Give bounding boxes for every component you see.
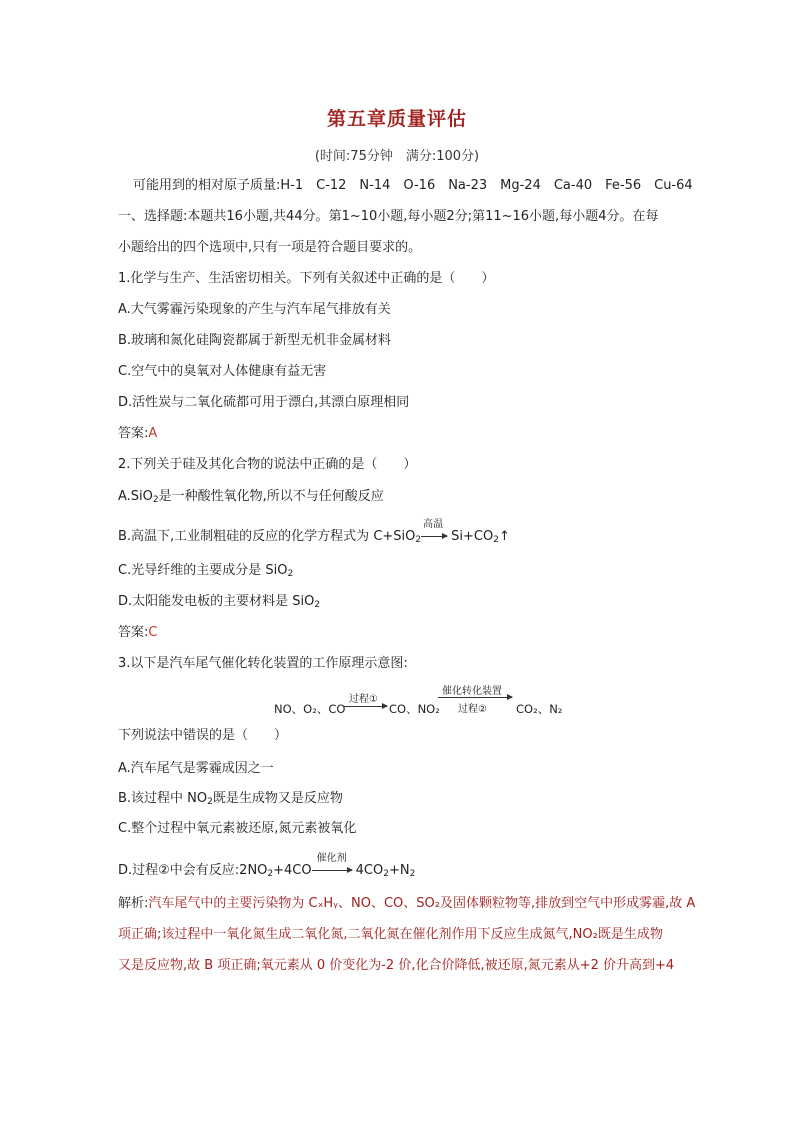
answer-value: C — [148, 625, 158, 640]
page-title: 第五章质量评估 — [326, 108, 467, 130]
reaction-arrow — [312, 870, 352, 871]
diagram-products: CO₂、N₂ — [516, 702, 563, 716]
diagram-step2-bottom: 过程② — [458, 704, 487, 715]
q2-condition: 高温 — [423, 519, 444, 530]
q3-analysis-line-3: 又是反应物,故 B 项正确;氧元素从 0 价变化为-2 价,化合价降低,被还原,氮元素从+2 价升高到+4 — [118, 958, 675, 973]
diagram-reactants: NO、O₂、CO — [274, 702, 346, 716]
q3-option-a: A.汽车尾气是雾霾成因之一 — [118, 761, 274, 776]
q3-analysis-line-1: 解析:汽车尾气中的主要污染物为 CₓHᵧ、NO、CO、SO₂及固体颗粒物等,排放到空气中形成雾霾,故 A — [118, 896, 696, 911]
q3-analysis-line-2: 项正确;该过程中一氧化氮生成二氧化氮,二氧化氮在催化剂作用下反应生成氮气,NO₂既是生成物 — [118, 927, 663, 942]
analysis-label: 解析: — [118, 896, 149, 911]
answer-value: A — [148, 426, 158, 441]
q3-prompt: 下列说法中错误的是（ ） — [118, 728, 288, 743]
q1-answer — [118, 425, 157, 443]
q1-option-c: C.空气中的臭氧对人体健康有益无害 — [118, 364, 327, 379]
q2-option-b: B.高温下,工业制粗硅的反应的化学方程式为 C+SiO$_2$ 高温 $Si+CO_2↑$ — [118, 528, 510, 549]
q3-catalyst: 催化剂 — [316, 853, 347, 864]
q3-option-b: B.该过程中 $NO_2$既是生成物又是反应物 — [118, 791, 343, 807]
diagram-step2-arrow — [438, 697, 512, 698]
atomic-masses: 可能用到的相对原子质量:H-1 C-12 N-14 O-16 Na-23 Mg-24 Ca-40 Fe-56 Cu-64 — [133, 178, 693, 193]
diagram-intermediate: CO、NO₂ — [389, 702, 440, 716]
diagram-step2-top: 催化转化装置 — [442, 686, 502, 697]
q2-option-d: D.太阳能发电板的主要材料是 SiO$_2$ — [118, 594, 321, 610]
diagram-step1-arrow — [343, 706, 387, 707]
q2-option-c: C.光导纤维的主要成分是 SiO$_2$ — [118, 563, 294, 579]
answer-label: 答案: — [118, 426, 149, 441]
diagram-step1-label: 过程① — [349, 694, 378, 705]
section-instructions-line-1: 一、选择题:本题共16小题,共44分。第1~10小题,每小题2分;第11~16小题,每小题4分。在每 — [118, 209, 659, 224]
q3-stem: 3.以下是汽车尾气催化转化装置的工作原理示意图: — [118, 656, 408, 671]
q3-option-c: C.整个过程中氧元素被还原,氮元素被氧化 — [118, 821, 357, 836]
q1-option-b: B.玻璃和氮化硅陶瓷都属于新型无机非金属材料 — [118, 333, 392, 348]
reaction-arrow — [421, 536, 447, 537]
q2-stem: 2.下列关于硅及其化合物的说法中正确的是（ ） — [118, 457, 417, 472]
q1-option-a: A.大气雾霾污染现象的产生与汽车尾气排放有关 — [118, 302, 391, 317]
q1-option-d: D.活性炭与二氧化硫都可用于漂白,其漂白原理相同 — [118, 395, 410, 410]
section-instructions-line-2: 小题给出的四个选项中,只有一项是符合题目要求的。 — [118, 240, 422, 255]
answer-label: 答案: — [118, 625, 149, 640]
q2-option-a: A.SiO$_2$是一种酸性氧化物,所以不与任何酸反应 — [118, 489, 384, 505]
q3-option-d: D.过程②中会有反应$:2NO_2+4CO$ 催化剂 $4CO_2+N_2$ — [118, 862, 415, 883]
q1-stem: 1.化学与生产、生活密切相关。下列有关叙述中正确的是（ ） — [118, 271, 495, 286]
page-subtitle: (时间:75分钟 满分:100分) — [314, 149, 480, 164]
q2-answer — [118, 624, 157, 642]
